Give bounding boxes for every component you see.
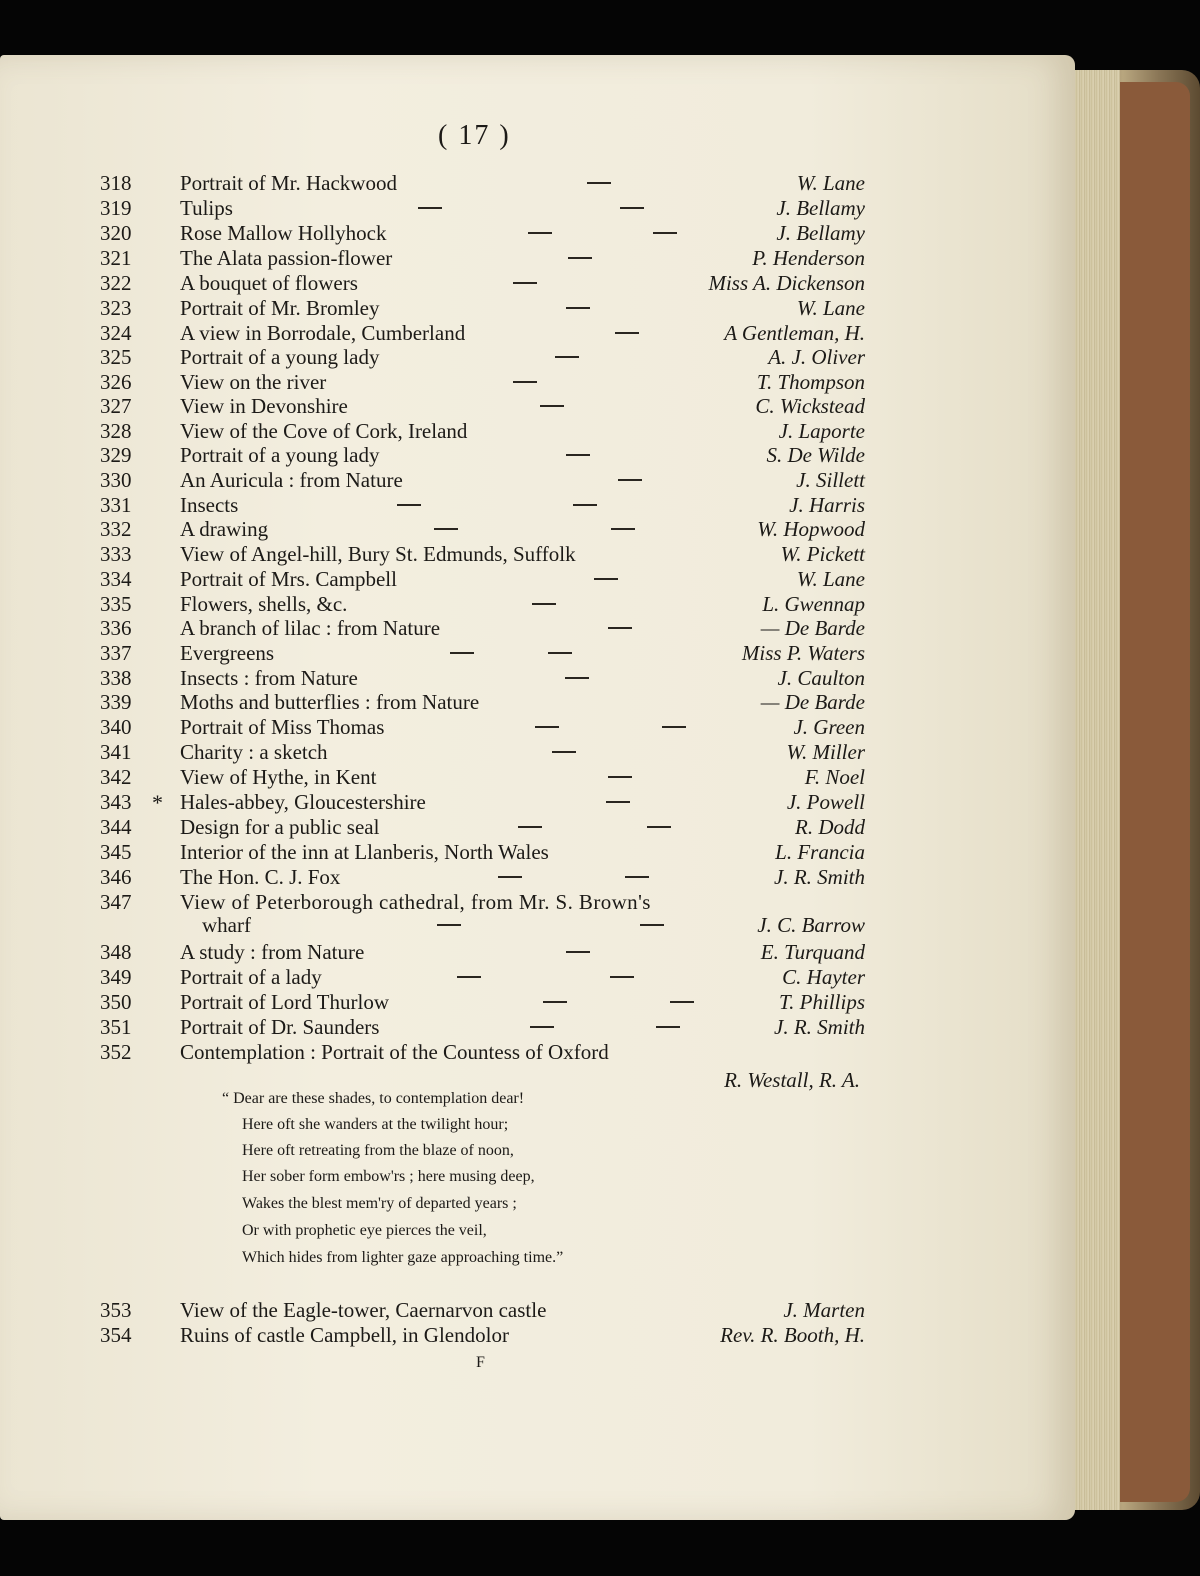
dash-leader [587,182,611,184]
catalogue-entry [100,1323,865,1348]
entry-title-continuation: wharf [202,913,251,937]
catalogue-entry-continuation [100,913,865,938]
entry-artist: W. Lane [796,171,865,195]
entry-artist: J. Harris [789,493,865,517]
catalogue-entry [100,715,865,740]
catalogue-entry [100,965,865,990]
entry-title: Evergreens [180,641,275,665]
entry-number: 347 [100,890,132,914]
entry-number: 329 [100,443,132,467]
catalogue-entry [100,345,865,370]
catalogue-entry [100,641,865,666]
quote-line: Here oft she wanders at the twilight hour; [242,1116,509,1133]
entry-number: 330 [100,468,132,492]
catalogue-entry [100,394,865,419]
entry-artist: R. Westall, R. A. [724,1068,860,1092]
entry-artist: Miss A. Dickenson [708,271,865,295]
entry-artist: J. Caulton [777,666,865,690]
catalogue-entry [100,443,865,468]
entry-artist: E. Turquand [760,940,865,964]
entry-title: Portrait of Mr. Bromley [180,296,380,320]
entry-artist: S. De Wilde [766,443,865,467]
quote-line: Here oft retreating from the blaze of noon, [242,1142,514,1159]
entry-number: 327 [100,394,132,418]
entry-title: The Alata passion-flower [180,246,393,270]
entry-title: A view in Borrodale, Cumberland [180,321,466,345]
entry-title: Rose Mallow Hollyhock [180,221,387,245]
catalogue-entry [100,171,865,196]
entry-artist: J. Bellamy [776,196,865,220]
entry-artist: — De Barde [760,690,865,714]
entry-title: Hales-abbey, Gloucestershire [180,790,426,814]
entry-title: Portrait of Mrs. Campbell [180,567,397,591]
catalogue-entry [100,840,865,865]
dash-leader [437,924,461,926]
entry-title: Ruins of castle Campbell, in Glendolor [180,1323,509,1347]
catalogue-entry [100,517,865,542]
dash-leader [608,776,632,778]
entry-number: 321 [100,246,132,270]
dash-leader [566,307,590,309]
catalogue-entry [100,567,865,592]
dash-leader [606,801,630,803]
entry-artist: Rev. R. Booth, H. [720,1323,865,1347]
entry-number: 326 [100,370,132,394]
entry-title: View on the river [180,370,327,394]
entry-title: View in Devonshire [180,394,348,418]
catalogue-entry [100,1015,865,1040]
dash-leader [620,207,644,209]
entry-number: 342 [100,765,132,789]
catalogue-entry [100,271,865,296]
quote-line: Or with prophetic eye pierces the veil, [242,1222,487,1239]
entry-number: 351 [100,1015,132,1039]
dash-leader [555,356,579,358]
entry-title: Moths and butterflies : from Nature [180,690,480,714]
entry-artist: W. Lane [796,296,865,320]
entry-artist: A Gentleman, H. [724,321,865,345]
dash-leader [457,976,481,978]
dash-leader [670,1001,694,1003]
dash-leader [573,504,597,506]
asterisk-mark: * [152,790,163,815]
catalogue-entry [100,221,865,246]
dash-leader [397,504,421,506]
entry-number: 350 [100,990,132,1014]
entry-artist: W. Pickett [780,542,865,566]
entry-title: Portrait of Miss Thomas [180,715,385,739]
dash-leader [528,232,552,234]
entry-artist: L. Francia [775,840,865,864]
dash-leader [611,528,635,530]
dash-leader [513,381,537,383]
catalogue-entry [100,196,865,221]
entry-artist: Miss P. Waters [741,641,865,665]
entry-title: Insects : from Nature [180,666,358,690]
dash-leader [653,232,677,234]
entry-title: Design for a public seal [180,815,380,839]
catalogue-entry [100,370,865,395]
entry-number: 341 [100,740,132,764]
entry-number: 345 [100,840,132,864]
quote-line: Her sober form embow'rs ; here musing deep, [242,1168,535,1185]
entry-title: View of the Cove of Cork, Ireland [180,419,468,443]
entry-number: 318 [100,171,132,195]
entry-number: 324 [100,321,132,345]
entry-title: A study : from Nature [180,940,365,964]
entry-artist: J. C. Barrow [757,913,865,937]
entry-artist: P. Henderson [752,246,865,270]
entry-artist: J. R. Smith [774,865,865,889]
entry-title: A drawing [180,517,269,541]
catalogue-entry [100,865,865,890]
catalogue-entry [100,592,865,617]
entry-number: 325 [100,345,132,369]
entry-number: 353 [100,1298,132,1322]
entry-title: An Auricula : from Nature [180,468,403,492]
dash-leader [566,454,590,456]
entry-number: 343 [100,790,132,814]
dash-leader [618,479,642,481]
entry-artist: L. Gwennap [762,592,865,616]
entry-number: 333 [100,542,132,566]
dash-leader [498,876,522,878]
entry-artist: — De Barde [760,616,865,640]
entry-artist: J. Sillett [796,468,865,492]
signature-mark: F [476,1354,485,1371]
entry-title: Flowers, shells, &c. [180,592,348,616]
catalogue-entry [100,815,865,840]
dash-leader [647,826,671,828]
dash-leader [535,726,559,728]
entry-title: View of Hythe, in Kent [180,765,377,789]
entry-title: Portrait of Dr. Saunders [180,1015,380,1039]
dash-leader [434,528,458,530]
entry-artist: W. Miller [786,740,865,764]
entry-number: 335 [100,592,132,616]
entry-title: View of Peterborough cathedral, from Mr. S. Brown's [180,890,651,914]
dash-leader [625,876,649,878]
entry-number: 339 [100,690,132,714]
entry-number: 322 [100,271,132,295]
catalogue-entry [100,296,865,321]
catalogue-entry [100,1298,865,1323]
dash-leader [543,1001,567,1003]
dash-leader [548,652,572,654]
entry-artist: T. Phillips [779,990,865,1014]
dash-leader [530,1026,554,1028]
entry-number: 328 [100,419,132,443]
entry-title: Portrait of a young lady [180,345,380,369]
entry-number: 344 [100,815,132,839]
entry-artist: F. Noel [804,765,865,789]
dash-leader [450,652,474,654]
entry-number: 323 [100,296,132,320]
entry-number: 354 [100,1323,132,1347]
catalogue-entry [100,246,865,271]
entry-title: View of the Eagle-tower, Caernarvon castle [180,1298,547,1322]
entry-artist: W. Hopwood [757,517,865,541]
entry-title: Interior of the inn at Llanberis, North Wales [180,840,549,864]
quote-line: “ Dear are these shades, to contemplation dear! [222,1090,525,1107]
entry-number: 336 [100,616,132,640]
entry-artist: W. Lane [796,567,865,591]
entry-artist: J. Bellamy [776,221,865,245]
entry-title: Portrait of a lady [180,965,322,989]
catalogue-entry [100,765,865,790]
catalogue-entry [100,790,865,815]
entry-number: 337 [100,641,132,665]
catalogue-entry [100,740,865,765]
dash-leader [608,627,632,629]
dash-leader [540,405,564,407]
entry-title: Portrait of Lord Thurlow [180,990,389,1014]
entry-number: 320 [100,221,132,245]
entry-artist: J. Green [793,715,865,739]
catalogue-entry [100,690,865,715]
entry-number: 348 [100,940,132,964]
dash-leader [565,677,589,679]
entry-number: 352 [100,1040,132,1064]
entry-artist: A. J. Oliver [768,345,865,369]
entry-artist: T. Thompson [756,370,865,394]
quote-line: Which hides from lighter gaze approaching time.” [242,1249,564,1266]
entry-artist: J. Marten [783,1298,865,1322]
catalogue-entry [100,493,865,518]
entry-artist: C. Hayter [782,965,865,989]
catalogue-entry [100,666,865,691]
entry-number: 334 [100,567,132,591]
dash-leader [552,751,576,753]
dash-leader [594,578,618,580]
catalogue-entry [100,468,865,493]
dash-leader [568,257,592,259]
quote-line: Wakes the blest mem'ry of departed years ; [242,1195,517,1212]
dash-leader [662,726,686,728]
catalogue-entry [100,321,865,346]
entry-artist: J. R. Smith [774,1015,865,1039]
catalogue-entry [100,940,865,965]
catalogue-entry [100,990,865,1015]
entry-artist: C. Wickstead [755,394,865,418]
entry-number: 319 [100,196,132,220]
entry-number: 349 [100,965,132,989]
catalogue-entry [100,616,865,641]
dash-leader [418,207,442,209]
entry-title: Contemplation : Portrait of the Countess of Oxford [180,1040,609,1064]
dash-leader [566,951,590,953]
catalogue-entry [100,419,865,444]
entry-number: 340 [100,715,132,739]
catalogue-entry [100,890,865,915]
entry-title: A bouquet of flowers [180,271,358,295]
entry-title: View of Angel-hill, Bury St. Edmunds, Suffolk [180,542,576,566]
entry-artist: J. Laporte [778,419,865,443]
dash-leader [610,976,634,978]
entry-title: Charity : a sketch [180,740,328,764]
entry-title: Portrait of a young lady [180,443,380,467]
entry-title: A branch of lilac : from Nature [180,616,441,640]
entry-title: Insects [180,493,239,517]
entry-number: 346 [100,865,132,889]
entry-title: Tulips [180,196,233,220]
entry-number: 338 [100,666,132,690]
entry-number: 332 [100,517,132,541]
dash-leader [518,826,542,828]
dash-leader [640,924,664,926]
catalogue-entry [100,1040,865,1065]
entry-title: Portrait of Mr. Hackwood [180,171,397,195]
page-number: ( 17 ) [438,120,511,151]
dash-leader [513,282,537,284]
dash-leader [615,332,639,334]
entry-artist: J. Powell [786,790,865,814]
catalogue-entry [100,542,865,567]
entry-artist: R. Dodd [795,815,865,839]
book-cover-cloth [1120,82,1190,1502]
dash-leader [656,1026,680,1028]
entry-title: The Hon. C. J. Fox [180,865,341,889]
entry-number: 331 [100,493,132,517]
dash-leader [532,603,556,605]
